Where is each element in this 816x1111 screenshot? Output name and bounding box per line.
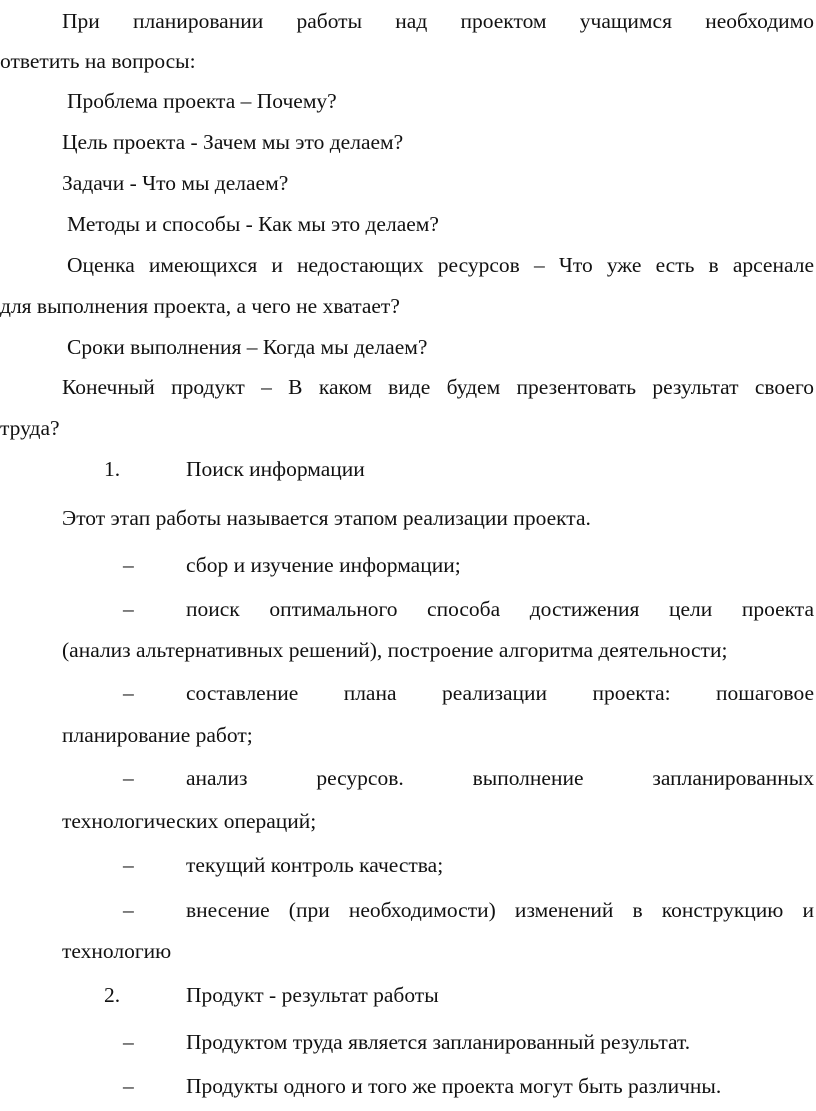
question-problem: Проблема проекта – Почему? [67,89,337,113]
deadlines: Сроки выполнения – Когда мы делаем? [67,335,428,359]
bullet-dash-icon: – [123,853,134,877]
resources-line-2: для выполнения проекта, а чего не хватает? [0,294,400,318]
section2-number: 2. [104,983,121,1007]
final-product-line-2: труда? [0,416,60,440]
bullet-dash-icon: – [123,766,134,790]
bullet-text: поиск оптимального способа достижения цели проекта [186,597,814,621]
bullet-text: Продуктом труда является запланированный результат. [186,1030,691,1054]
section1-heading [0,449,816,489]
bullet-text-continuation: технологических операций; [62,809,317,833]
section1-number: 1. [104,457,121,481]
section1-title: Поиск информации [186,457,365,481]
resources-line-1: Оценка имеющихся и недостающих ресурсов – Что уже есть в арсенале [67,253,814,277]
list-item [0,673,816,713]
bullet-text: внесение (при необходимости) изменений в конструкцию и [186,898,814,922]
bullet-dash-icon: – [123,1030,134,1054]
list-item [0,589,816,629]
bullet-dash-icon: – [123,1074,134,1098]
bullet-dash-icon: – [123,681,134,705]
bullet-text: анализ ресурсов. выполнение запланированных [186,766,814,790]
list-item [0,1022,816,1062]
final-product-line-1: Конечный продукт – В каком виде будем презентовать результат своего [62,375,814,399]
question-goal: Цель проекта - Зачем мы это делаем? [62,130,404,154]
bullet-text-continuation: технологию [62,939,172,963]
bullet-dash-icon: – [123,898,134,922]
list-item [0,845,816,885]
question-tasks: Задачи - Что мы делаем? [62,171,289,195]
bullet-text-continuation: планирование работ; [62,723,253,747]
bullet-text: составление плана реализации проекта: пошаговое [186,681,814,705]
intro-line-2: ответить на вопросы: [0,49,196,73]
question-methods: Методы и способы - Как мы это делаем? [67,212,439,236]
bullet-text: текущий контроль качества; [186,853,444,877]
section1-intro: Этот этап работы называется этапом реализации проекта. [62,506,591,530]
bullet-text-continuation: (анализ альтернативных решений), построение алгоритма деятельности; [62,638,728,662]
bullet-text: сбор и изучение информации; [186,553,461,577]
intro-line-1: При планировании работы над проектом учащимся необходимо [62,9,814,33]
list-item [0,890,816,930]
list-item [0,758,816,798]
list-item [0,1066,816,1106]
bullet-text: Продукты одного и того же проекта могут быть различны. [186,1074,722,1098]
section2-title: Продукт - результат работы [186,983,439,1007]
bullet-dash-icon: – [123,553,134,577]
bullet-dash-icon: – [123,597,134,621]
section2-heading [0,975,816,1015]
list-item [0,545,816,585]
